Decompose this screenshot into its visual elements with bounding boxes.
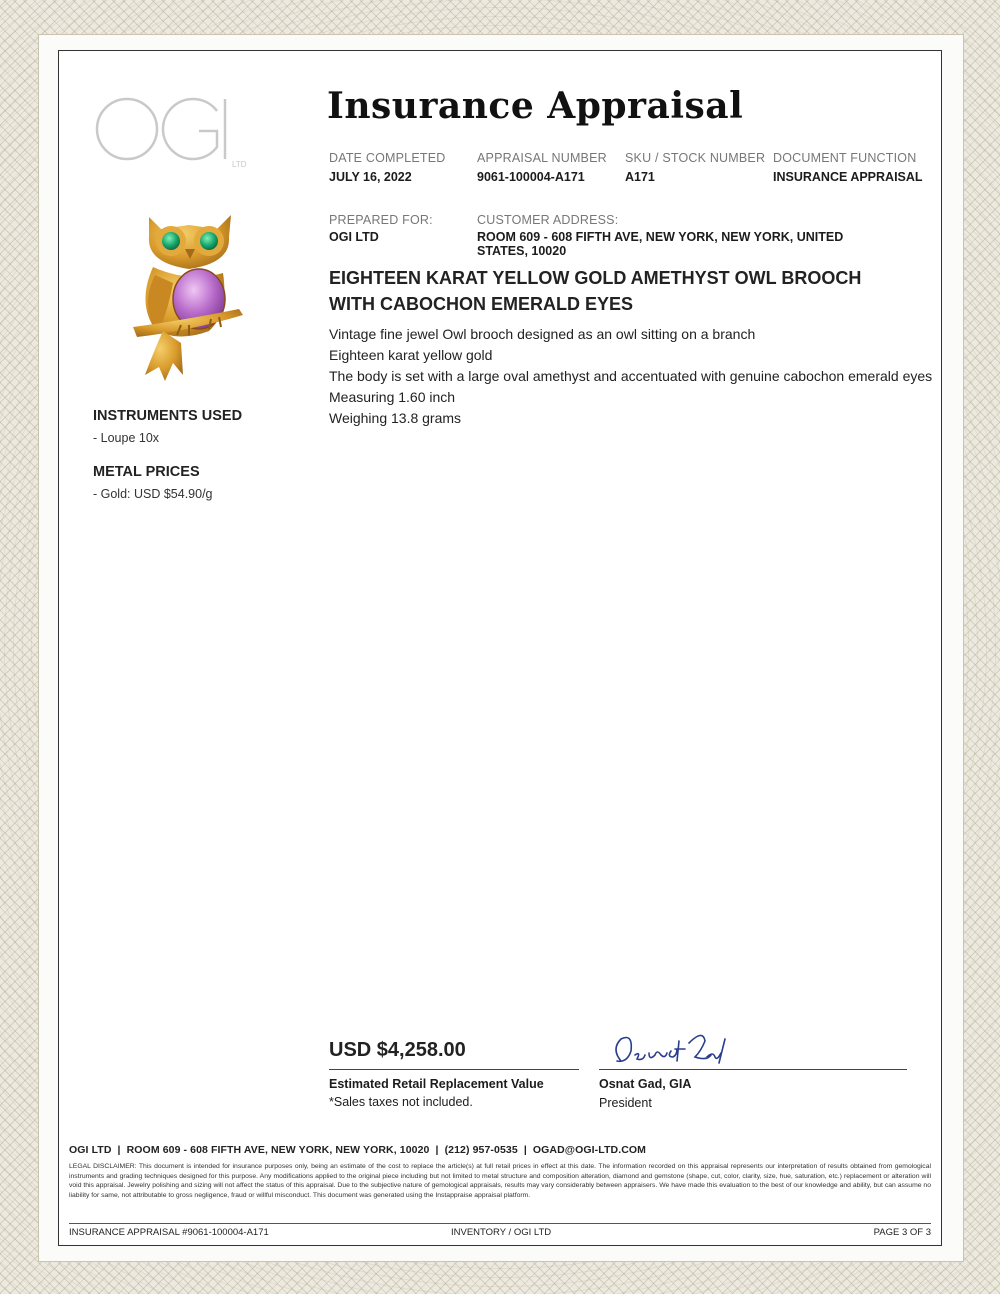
- description-line: Weighing 13.8 grams: [329, 410, 462, 426]
- customer-address-line2: STATES, 10020: [477, 244, 567, 258]
- appraisal-number-value: 9061-100004-A171: [477, 170, 585, 184]
- item-description: [329, 324, 933, 429]
- instrument-item: - Loupe 10x: [93, 431, 160, 445]
- valuation-note: *Sales taxes not included.: [329, 1095, 473, 1109]
- valuation-label: Estimated Retail Replacement Value: [329, 1077, 544, 1091]
- footer-contact: OGI LTD | ROOM 609 - 608 FIFTH AVE, NEW YORK, NEW YORK, 10020 | (212) 957-0535 | OGAD@OGI-LTD.COM: [69, 1144, 647, 1156]
- description-line: The body is set with a large oval amethyst and accentuated with genuine cabochon emerald eyes: [329, 368, 933, 384]
- legal-disclaimer: LEGAL DISCLAIMER: This document is intended for insurance purposes only, being an estimate of the cost to replace the article(s) at full retail prices in effect at this date. The information recorded on this appraisal represents our interpretation of results obtained from gemological instruments and grading techniques designed for this purpose. Any modifications applied to the original piece including but not limited to metal structure and composition alteration, diamond and gemstone (shape, cut, color, clarity, size, hue, saturation, etc.) replacement or alteration will void this appraisal. Jewelry polishing and sizing will not affect the status of this appraisal. Due to the subjective nature of gemological appraisals, results may vary considerably between appraisers. We have made this evaluation to the best of our knowledge and ability, but can assume no liability for same, not attributable to gross negligence, fraud or willful misconduct. This document was generated using the Instappraise appraisal platform.: [69, 1163, 931, 1199]
- appraisal-number-label: APPRAISAL NUMBER: [477, 151, 607, 165]
- date-completed-label: DATE COMPLETED: [329, 151, 446, 165]
- signature-image: [607, 1031, 737, 1073]
- prepared-for-value: OGI LTD: [329, 230, 379, 244]
- ogi-logo: [95, 93, 255, 173]
- prepared-for-label: PREPARED FOR:: [329, 213, 433, 227]
- sku-value: A171: [625, 170, 655, 184]
- description-line: Measuring 1.60 inch: [329, 389, 456, 405]
- customer-address-label: CUSTOMER ADDRESS:: [477, 213, 619, 227]
- valuation-amount: USD $4,258.00: [329, 1039, 466, 1061]
- owl-brooch-image: [119, 203, 259, 385]
- instruments-heading: INSTRUMENTS USED: [93, 408, 243, 424]
- footer-inventory: INVENTORY / OGI LTD: [451, 1227, 552, 1238]
- description-line: Eighteen karat yellow gold: [329, 347, 493, 363]
- footer-appraisal-id: INSURANCE APPRAISAL #9061-100004-A171: [69, 1227, 269, 1238]
- document-function-label: DOCUMENT FUNCTION: [773, 151, 917, 165]
- sku-label: SKU / STOCK NUMBER: [625, 151, 766, 165]
- customer-address-line1: ROOM 609 - 608 FIFTH AVE, NEW YORK, NEW YORK, UNITED: [477, 230, 844, 244]
- appraiser-role: President: [599, 1096, 652, 1110]
- appraiser-name: Osnat Gad, GIA: [599, 1077, 692, 1091]
- item-title: EIGHTEEN KARAT YELLOW GOLD AMETHYST OWL BROOCH WITH CABOCHON EMERALD EYES: [329, 268, 862, 314]
- signature-line: [599, 1069, 907, 1070]
- footer-divider: [69, 1223, 931, 1224]
- page-title: Insurance Appraisal: [327, 85, 744, 127]
- metal-prices-heading: METAL PRICES: [93, 464, 200, 480]
- document-function-value: INSURANCE APPRAISAL: [773, 170, 923, 184]
- description-line: Vintage fine jewel Owl brooch designed as an owl sitting on a branch: [329, 326, 756, 342]
- metal-price-item: - Gold: USD $54.90/g: [93, 487, 213, 501]
- logo-sub-text: LTD: [232, 160, 247, 169]
- footer-page-number: PAGE 3 OF 3: [873, 1227, 931, 1238]
- valuation-divider: [329, 1069, 579, 1070]
- appraisal-page: [58, 50, 942, 1246]
- date-completed-value: JULY 16, 2022: [329, 170, 412, 184]
